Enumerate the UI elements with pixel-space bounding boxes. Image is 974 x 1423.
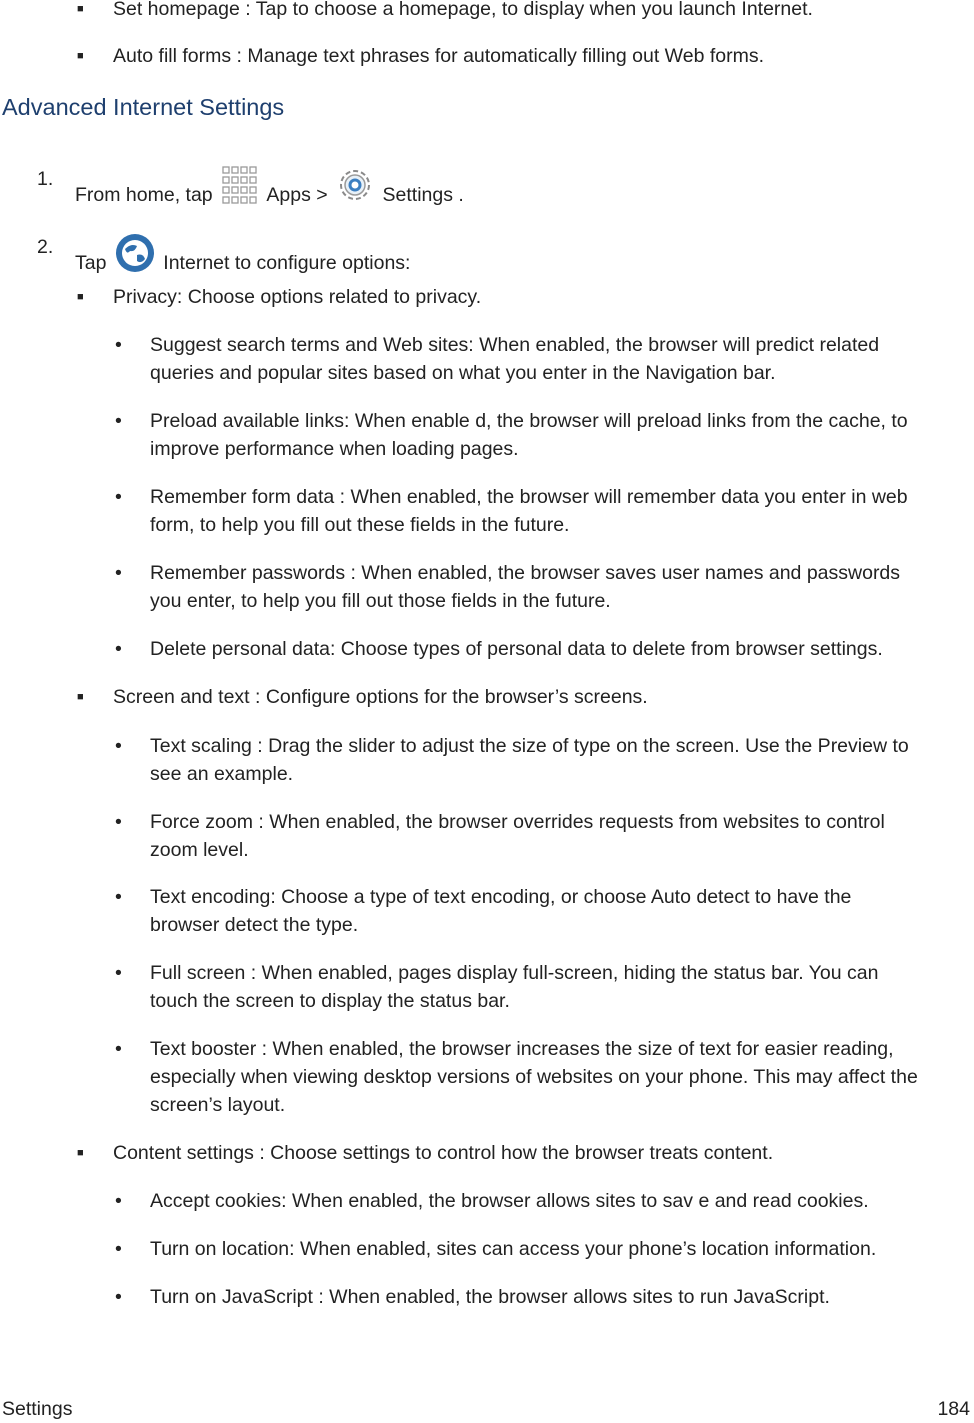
content-item: Turn on location: When enabled, sites can access your phone’s location information. xyxy=(150,1238,877,1260)
settings-gear-icon xyxy=(336,165,374,213)
content-item: Turn on JavaScript : When enabled, the browser allows sites to run JavaScript. xyxy=(150,1286,830,1308)
step-2 xyxy=(75,233,410,281)
dot-bullet-icon: • xyxy=(115,1238,122,1260)
dot-bullet-icon: • xyxy=(115,562,122,584)
screen-text-title: Screen and text : Configure options for the browser’s screens. xyxy=(113,686,648,708)
dot-bullet-icon: • xyxy=(115,1190,122,1212)
square-bullet-icon: ■ xyxy=(77,1147,84,1159)
screen-text-item: see an example. xyxy=(150,763,294,785)
screen-text-item: Text encoding: Choose a type of text encoding, or choose Auto detect to have the xyxy=(150,886,852,908)
dot-bullet-icon: • xyxy=(115,735,122,757)
dot-bullet-icon: • xyxy=(115,962,122,984)
screen-text-item: screen’s layout. xyxy=(150,1094,286,1116)
dot-bullet-icon: • xyxy=(115,638,122,660)
screen-text-item: Force zoom : When enabled, the browser overrides requests from websites to control xyxy=(150,811,885,833)
step-1-settings: Settings . xyxy=(382,184,464,206)
privacy-item: improve performance when loading pages. xyxy=(150,438,519,460)
screen-text-item: especially when viewing desktop versions of websites on your phone. This may affect the xyxy=(150,1066,918,1088)
step-2-internet: Internet to configure options: xyxy=(163,252,411,274)
dot-bullet-icon: • xyxy=(115,334,122,356)
step-2-prefix: Tap xyxy=(75,252,107,274)
screen-text-item: zoom level. xyxy=(150,839,249,861)
internet-globe-icon xyxy=(115,233,155,281)
privacy-item: form, to help you fill out these fields in the future. xyxy=(150,514,570,536)
dot-bullet-icon: • xyxy=(115,410,122,432)
screen-text-item: Text scaling : Drag the slider to adjust the size of type on the screen. Use the Preview to xyxy=(150,735,909,757)
step-1-apps: Apps > xyxy=(266,184,328,206)
square-bullet-icon: ■ xyxy=(77,3,84,15)
privacy-item: you enter, to help you fill out those fields in the future. xyxy=(150,590,611,612)
step-1-prefix: From home, tap xyxy=(75,184,213,206)
privacy-title: Privacy: Choose options related to privacy. xyxy=(113,286,482,308)
privacy-item: Suggest search terms and Web sites: When enabled, the browser will predict related xyxy=(150,334,880,356)
apps-grid-icon xyxy=(221,165,259,213)
square-bullet-icon: ■ xyxy=(77,50,84,62)
content-item: Accept cookies: When enabled, the browser allows sites to sav e and read cookies. xyxy=(150,1190,869,1212)
dot-bullet-icon: • xyxy=(115,486,122,508)
bullet-set-homepage: Set homepage : Tap to choose a homepage, to display when you launch Internet. xyxy=(113,0,813,20)
privacy-item: Preload available links: When enable d, the browser will preload links from the cache, to xyxy=(150,410,908,432)
screen-text-item: touch the screen to display the status bar. xyxy=(150,990,510,1012)
square-bullet-icon: ■ xyxy=(77,291,84,303)
dot-bullet-icon: • xyxy=(115,811,122,833)
footer-section: Settings xyxy=(2,1398,73,1420)
step-number: 1. xyxy=(37,168,54,190)
section-heading: Advanced Internet Settings xyxy=(2,94,285,120)
footer-page-number: 184 xyxy=(937,1398,970,1420)
bullet-auto-fill-forms: Auto fill forms : Manage text phrases for automatically filling out Web forms. xyxy=(113,45,764,67)
square-bullet-icon: ■ xyxy=(77,691,84,703)
privacy-item: Remember form data : When enabled, the browser will remember data you enter in web xyxy=(150,486,908,508)
privacy-item: Delete personal data: Choose types of personal data to delete from browser settings. xyxy=(150,638,883,660)
dot-bullet-icon: • xyxy=(115,1038,122,1060)
privacy-item: queries and popular sites based on what you enter in the Navigation bar. xyxy=(150,362,776,384)
step-1 xyxy=(75,165,464,213)
screen-text-item: browser detect the type. xyxy=(150,914,359,936)
content-settings-title: Content settings : Choose settings to control how the browser treats content. xyxy=(113,1142,774,1164)
screen-text-item: Text booster : When enabled, the browser increases the size of text for easier reading, xyxy=(150,1038,894,1060)
privacy-item: Remember passwords : When enabled, the browser saves user names and passwords xyxy=(150,562,901,584)
dot-bullet-icon: • xyxy=(115,1286,122,1308)
dot-bullet-icon: • xyxy=(115,886,122,908)
screen-text-item: Full screen : When enabled, pages display full-screen, hiding the status bar. You can xyxy=(150,962,879,984)
step-number: 2. xyxy=(37,236,54,258)
